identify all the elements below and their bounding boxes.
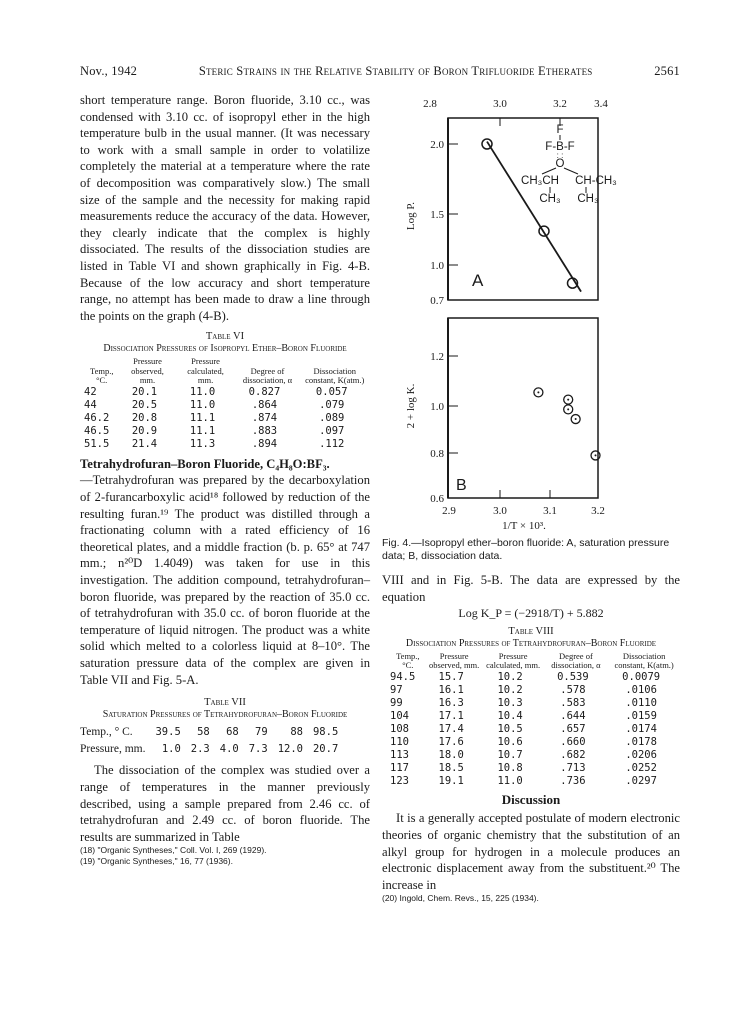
tick-label: 3.1 [543, 505, 557, 517]
table-cell: .578 [560, 683, 586, 696]
table-cell: 11.3 [189, 437, 216, 450]
panel-b-frame [448, 318, 598, 498]
table-cell: 11.1 [189, 411, 216, 424]
table-cell: 17.1 [438, 709, 464, 722]
table-cell: .682 [560, 748, 586, 761]
table-cell: 10.3 [497, 696, 523, 709]
table-cell: .079 [319, 398, 345, 411]
discussion-heading: Discussion [501, 791, 561, 807]
table-row [390, 736, 680, 749]
data-point [482, 139, 492, 149]
column-header: Dissociation constant, K(atm.) [305, 365, 365, 386]
paragraph [80, 456, 370, 473]
table7 [80, 724, 343, 757]
table-cell: 20.9 [131, 424, 158, 437]
table-cell: 1.0 [161, 742, 181, 755]
column-header: Dissociation constant, K(atm.) [614, 650, 674, 671]
table8 [390, 652, 680, 788]
structure-bf: F-B-F [545, 141, 575, 153]
table-cell: .0297 [625, 774, 657, 787]
running-header [80, 64, 680, 79]
fit-line [487, 142, 581, 292]
table-cell: 20.5 [131, 398, 158, 411]
table-header-row [84, 357, 370, 386]
table-cell: 10.5 [497, 722, 523, 735]
panel-b-label: B [456, 477, 467, 494]
table-cell: .736 [560, 774, 586, 787]
table-row [390, 775, 680, 788]
table-cell: .089 [319, 411, 345, 424]
table-row [80, 724, 343, 741]
table-cell: 123 [390, 774, 409, 787]
column-header: Temp., °C. [89, 365, 114, 386]
figure-caption: Fig. 4.—Isopropyl ether–boron fluoride: A, saturation pressure data; B, dissociation data. [382, 537, 670, 562]
table-row [390, 723, 680, 736]
table-cell: .097 [319, 424, 345, 437]
table-cell: .713 [560, 761, 586, 774]
data-point-center [537, 391, 539, 393]
table-cell: 17.6 [438, 735, 464, 748]
table-cell: 10.7 [497, 748, 523, 761]
tick-label: 1.0 [430, 401, 444, 413]
table-cell: 4.0 [219, 742, 239, 755]
tick-label: 0.6 [430, 493, 444, 505]
tick-label: 3.0 [493, 98, 507, 110]
table-cell: 17.4 [438, 722, 464, 735]
table-cell: 12.0 [277, 742, 303, 755]
structure-left-group: CH₃CH [521, 175, 559, 187]
table-cell: .883 [251, 424, 278, 437]
column-header: Temp., °C. [396, 650, 420, 671]
table-cell: 99 [390, 696, 403, 709]
table-row [390, 684, 680, 697]
tick-label: 1.0 [430, 260, 444, 272]
table-cell: .0252 [625, 761, 657, 774]
table-cell: .0159 [625, 709, 657, 722]
table-cell: 0.539 [557, 670, 589, 683]
table-cell: 51.5 [84, 437, 110, 450]
column-header: Pressure observed, mm. [131, 356, 164, 386]
table6-title: Table VI [205, 331, 245, 343]
tick-label: 2.0 [430, 139, 444, 151]
figure-4 [400, 96, 680, 536]
table-cell: 46.5 [84, 424, 110, 437]
table-row [84, 399, 370, 412]
table-cell: 98.5 [312, 726, 339, 739]
table-row [390, 749, 680, 762]
structure-ch3-right: CH₃ [577, 193, 599, 205]
table8-caption: Dissociation Pressures of Tetrahydrofuran–Boron Fluoride [405, 637, 657, 649]
header-page-number: 2561 [654, 64, 680, 78]
tick-label: 3.0 [493, 505, 507, 517]
tick-label: 2.8 [423, 98, 437, 110]
table-cell: .0178 [625, 735, 657, 748]
x-axis-label: 1/T × 10³. [502, 520, 546, 532]
equation: Log K_P = (−2918/T) + 5.882 [458, 606, 604, 621]
table-cell: 11.0 [189, 398, 216, 411]
tick-label: 0.7 [430, 295, 444, 307]
table-cell: .657 [560, 722, 586, 735]
table-cell: 94.5 [390, 670, 416, 683]
table-cell: 7.3 [248, 742, 268, 755]
right-column [382, 572, 680, 904]
table-cell: 0.057 [315, 385, 348, 398]
table-cell: .874 [251, 411, 278, 424]
table-cell: .0106 [625, 683, 657, 696]
paragraph: The dissociation of the complex was studied over a range of temperatures in the manner previously described, using a sample prepared from 2.46 cc. of tetrahydrofuran and 2.49 cc. of boron fluoride. The results are summarized in Table [80, 763, 370, 844]
table-cell: 21.4 [131, 437, 158, 450]
table-cell: 2.3 [190, 742, 210, 755]
table-row [80, 741, 343, 758]
table-cell: 15.7 [438, 670, 464, 683]
tick-label: 1.2 [430, 351, 444, 363]
column-header: Degree of dissociation, α [551, 650, 601, 671]
table7-caption: Saturation Pressures of Tetrahydrofuran–Boron Fluoride [102, 709, 348, 721]
svg-text:: :: : : [556, 151, 564, 160]
footnote-18: (18) "Organic Syntheses," Coll. Vol. I, 269 (1929). [80, 845, 267, 856]
tick-label: 3.2 [553, 98, 567, 110]
table-row [390, 671, 680, 684]
structure-ch3-left: CH₃ [539, 193, 561, 205]
data-point-center [595, 454, 597, 456]
footnote-20: (20) Ingold, Chem. Revs., 15, 225 (1934). [382, 893, 539, 904]
table-cell: 104 [390, 709, 409, 722]
table-row [84, 425, 370, 438]
paragraph: VIII and in Fig. 5-B. The data are expressed by the equation [382, 573, 680, 604]
paragraph: —Tetrahydrofuran was prepared by the decarboxylation of 2-furancarboxylic acid¹⁸ followed by reduction of the resulting furan.¹⁹ The product was distilled through a fractionating column with a rated efficiency of 16 theoretical plates, and a middle fraction (b. p. 65° at 747 mm.; n²⁰D 1.4049) was taken for use in this investigation. The addition compound, tetrahydrofuran–boron fluoride, was prepared by the reaction of 35.0 cc. of tetrahydrofuran with 35.0 cc. of boron fluoride at the temperature of liquid nitrogen. The product was a white solid which melted to a colorless liquid at 8–10°. The saturation pressure data of the complex are given in Table VII and Fig. 5-A. [80, 473, 370, 687]
table-cell: 20.1 [131, 385, 158, 398]
table6-caption: Dissociation Pressures of Isopropyl Ether–Boron Fluoride [103, 343, 347, 355]
table-cell: .660 [560, 735, 586, 748]
table-cell: 11.1 [189, 424, 216, 437]
table-cell: .0206 [625, 748, 657, 761]
panel-b-ylabel: 2 + log K. [405, 383, 417, 429]
table-row [390, 697, 680, 710]
data-point-center [567, 399, 569, 401]
table-cell: 19.1 [438, 774, 464, 787]
table-cell: Pressure, mm. [80, 742, 146, 755]
data-point-center [567, 408, 569, 410]
table-cell: .894 [251, 437, 278, 450]
table6 [84, 357, 370, 451]
structure-o: O [555, 158, 565, 170]
table-cell: 113 [390, 748, 409, 761]
footnote-19: (19) "Organic Syntheses," 16, 77 (1936). [80, 856, 233, 867]
tick-label: 0.8 [430, 448, 444, 460]
table7-title: Table VII [204, 697, 246, 709]
table-row [84, 438, 370, 451]
table-cell: 18.0 [438, 748, 464, 761]
section-heading: Tetrahydrofuran–Boron Fluoride, C₄H₈O:BF₃. [80, 456, 330, 471]
tick-label: 3.2 [591, 505, 605, 517]
table-cell: 46.2 [84, 411, 110, 424]
table-row [390, 762, 680, 775]
paragraph: short temperature range. Boron fluoride, 3.10 cc., was condensed with 3.10 cc. of isopropyl ether in the high temperature bulb in the usual manner. (It was necessary to work with a small sample in order to volatilize completely the material at a temperature where the rate of decomposition was comparatively slow.) The small size of the sample and the necessity for making rapid measurements reduce the accuracy of the data. However, they clearly indicate that the complex is highly dissociated. The results of the dissociation studies are listed in Table VI and shown graphically in Fig. 4-B. Because of the low accuracy and short temperature range, no attempt has been made to draw a line through the points on the graph (4-B). [80, 93, 370, 323]
structure-right-group: CH-CH₃ [575, 175, 617, 187]
table-cell: .583 [560, 696, 586, 709]
data-point-center [575, 418, 577, 420]
table-cell: 18.5 [438, 761, 464, 774]
table-cell: .112 [319, 437, 345, 450]
tick-label: 1.5 [430, 209, 444, 221]
table-cell: 16.3 [438, 696, 464, 709]
table-cell: 108 [390, 722, 409, 735]
table-cell: 44 [84, 398, 97, 411]
table-cell: 110 [390, 735, 409, 748]
tick-label: 2.9 [442, 505, 456, 517]
structure-f-top: F [556, 124, 564, 136]
table-cell: .0110 [625, 696, 657, 709]
table-cell: 117 [390, 761, 409, 774]
table-cell: 58 [197, 726, 210, 739]
table-cell: 97 [390, 683, 403, 696]
table8-title: Table VIII [508, 625, 554, 637]
table-cell: 10.2 [497, 670, 523, 683]
table-cell: 88 [290, 726, 303, 739]
paragraph: It is a generally accepted postulate of modern electronic theories of organic chemistry that the substitution of an alkyl group for hydrogen in a molecule produces an electronic displacement away from the substituent.²⁰ The increase in [382, 811, 680, 892]
table-cell: .864 [251, 398, 278, 411]
table-row [84, 386, 370, 399]
table-cell: 10.4 [497, 709, 523, 722]
header-title: Steric Strains in the Relative Stability of Boron Trifluoride Etherates [198, 64, 593, 78]
panel-a-frame [448, 118, 598, 300]
table-cell: 42 [84, 385, 97, 398]
table-cell: 10.2 [497, 683, 523, 696]
table-cell: 68 [226, 726, 239, 739]
table-cell: 39.5 [155, 726, 181, 739]
column-header: Degree of dissociation, α [242, 365, 293, 386]
table-cell: 16.1 [438, 683, 464, 696]
table-cell: 11.0 [497, 774, 523, 787]
table-header-row [390, 652, 680, 671]
column-header: Pressure calculated, mm. [486, 650, 541, 671]
table-cell: .644 [560, 709, 586, 722]
column-header: Pressure calculated, mm. [187, 356, 224, 386]
left-column [80, 92, 370, 867]
table-row [390, 710, 680, 723]
table-cell: 79 [255, 726, 268, 739]
panel-a-ylabel: Log P. [405, 201, 417, 231]
table-cell: 10.6 [497, 735, 523, 748]
column-header: Pressure observed, mm. [429, 650, 480, 671]
table-cell: 0.827 [248, 385, 281, 398]
table-cell: Temp., ° C. [80, 726, 133, 739]
panel-a-label: A [472, 271, 484, 290]
header-date: Nov., 1942 [80, 64, 138, 78]
table-cell: 0.0079 [622, 670, 661, 683]
tick-label: 3.4 [594, 98, 608, 110]
table-cell: .0174 [625, 722, 657, 735]
table-cell: 10.8 [497, 761, 523, 774]
table-cell: 20.7 [312, 742, 339, 755]
table-row [84, 412, 370, 425]
table-cell: 20.8 [131, 411, 158, 424]
table-cell: 11.0 [189, 385, 216, 398]
